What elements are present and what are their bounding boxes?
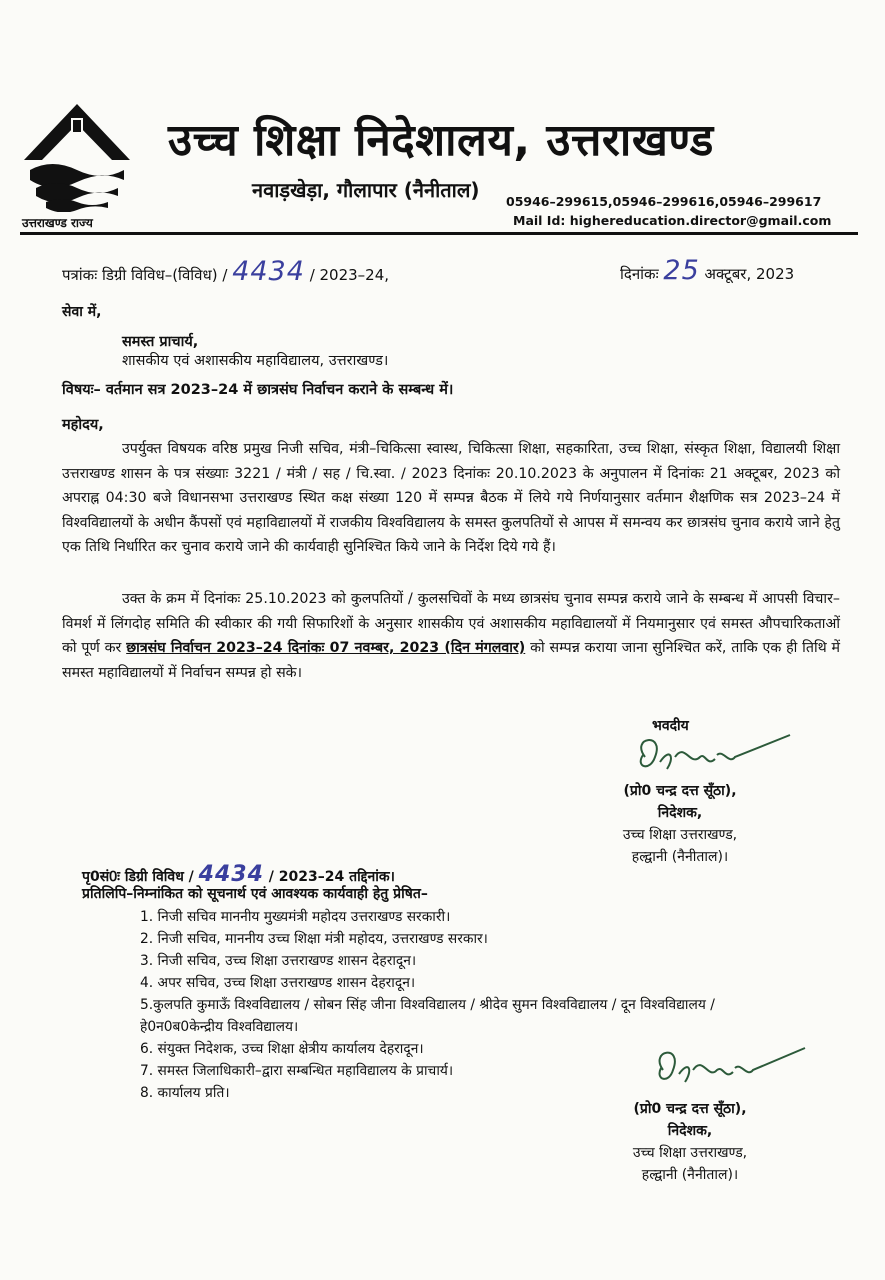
signatory-place: हल्द्वानी (नैनीताल)। bbox=[631, 849, 729, 865]
subject-line: विषयः– वर्तमान सत्र 2023–24 में छात्रसंघ निर्वाचन कराने के सम्बन्ध में। bbox=[62, 382, 454, 398]
copy-ref-suffix: / 2023–24 तद्दिनांक। bbox=[268, 869, 395, 885]
ref-number: 4434 bbox=[232, 256, 305, 287]
uttarakhand-emblem-icon bbox=[22, 100, 132, 212]
signatory-name: (प्रो0 चन्द्र दत्त सूँठा), bbox=[633, 1101, 747, 1117]
ref-suffix: / 2023–24, bbox=[309, 266, 390, 284]
signatory-designation: निदेशक, bbox=[657, 805, 703, 821]
body-paragraph-2 bbox=[62, 587, 840, 685]
date-suffix: अक्टूबर, 2023 bbox=[704, 265, 795, 283]
mail-id: Mail Id: highereducation.director@gmail.com bbox=[513, 213, 832, 228]
list-item: 4. अपर सचिव, उच्च शिक्षा उत्तराखण्ड शासन देहरादून। bbox=[140, 975, 416, 991]
signature-icon bbox=[645, 1040, 810, 1098]
reference-line bbox=[62, 256, 389, 287]
date-prefix: दिनांकः bbox=[620, 265, 659, 283]
list-item: 6. संयुक्त निदेशक, उच्च शिक्षा क्षेत्रीय कार्यालय देहरादून। bbox=[140, 1041, 424, 1057]
phone-numbers: 05946–299615,05946–299616,05946–299617 bbox=[506, 194, 822, 209]
para2-end: को सम्पन्न कराया जाना सुनिश्चित करें, ताकि एक ही तिथि में समस्त महाविद्यालयों में निर्वाचन सम्पन्न हो सके। bbox=[62, 640, 841, 681]
list-item: 8. कार्यालय प्रति। bbox=[140, 1085, 230, 1101]
date-day: 25 bbox=[663, 255, 700, 286]
list-item: 3. निजी सचिव, उच्च शिक्षा उत्तराखण्ड शासन देहरादून। bbox=[140, 953, 417, 969]
signatory-dept: उच्च शिक्षा उत्तराखण्ड, bbox=[622, 827, 738, 843]
list-item: 5.कुलपति कुमाऊँ विश्वविद्यालय / सोबन सिंह जीना विश्वविद्यालय / श्रीदेव सुमन विश्वविद्यालय / दून विश्वविद्यालय / हे0न0ब0केन्द्रीय विश्वविद्यालय। bbox=[140, 997, 715, 1035]
org-address: नवाड़खेड़ा, गौलापार (नैनीताल) bbox=[252, 178, 480, 202]
date-line bbox=[620, 255, 794, 286]
header-divider bbox=[20, 232, 858, 235]
signatory-dept: उच्च शिक्षा उत्तराखण्ड, bbox=[632, 1145, 748, 1161]
body-paragraph-1: उपर्युक्त विषयक वरिष्ठ प्रमुख निजी सचिव, मंत्री–चिकित्सा स्वास्थ, चिकित्सा शिक्षा, सहकारिता, उच्च शिक्षा, संस्कृत शिक्षा, विद्यालयी शिक्षा उत्तराखण्ड शासन के पत्र संख्याः 3221 / मंत्री / सह / चि.स्वा. / 2023 दिनांकः 20.10.2023 के अनुपालन में दिनांकः 21 अक्टूबर, 2023 को अपराह्न 04:30 बजे विधानसभा उत्तराखण्ड स्थित कक्ष संख्या 120 में सम्पन्न बैठक में लिये गये निर्णयानुसार वर्तमान शैक्षणिक सत्र 2023–24 में विश्वविद्यालयों के अधीन कैंपसों एवं महाविद्यालयों में राजकीय विश्वविद्यालय के समस्त कुलपतियों से आपस में समन्वय कर छात्रसंघ चुनाव कराये जाने हेतु एक तिथि निर्धारित कर चुनाव कराये जाने की कार्यवाही सुनिश्चित किये जाने के निर्देश दिये गये हैं। bbox=[62, 441, 840, 555]
ref-prefix: पत्रांकः डिग्री विविध–(विविध) / bbox=[62, 266, 228, 284]
list-item: 7. समस्त जिलाधिकारी–द्वारा सम्बन्धित महाविद्यालय के प्राचार्य। bbox=[140, 1063, 454, 1079]
list-item: 1. निजी सचिव माननीय मुख्यमंत्री महोदय उत्तराखण्ड सरकारी। bbox=[140, 909, 451, 925]
signature-icon bbox=[625, 727, 795, 787]
greeting: महोदय, bbox=[62, 417, 104, 433]
copy-ref-prefix: पृ0सं0ः डिग्री विविध / bbox=[82, 869, 194, 885]
addressee-line1: समस्त प्राचार्य, bbox=[122, 334, 199, 350]
copy-heading: प्रतिलिपि–निम्नांकित को सूचनार्थ एवं आवश्यक कार्यवाही हेतु प्रेषित– bbox=[82, 886, 428, 902]
state-name: उत्तराखण्ड राज्य bbox=[22, 216, 93, 230]
copy-ref-number: 4434 bbox=[198, 862, 264, 887]
list-item: 2. निजी सचिव, माननीय उच्च शिक्षा मंत्री महोदय, उत्तराखण्ड सरकार। bbox=[140, 931, 488, 947]
signatory-designation: निदेशक, bbox=[667, 1123, 713, 1139]
election-date-highlight: छात्रसंघ निर्वाचन 2023–24 दिनांकः 07 नवम्बर, 2023 (दिन मंगलवार) bbox=[126, 640, 526, 656]
signatory-name: (प्रो0 चन्द्र दत्त सूँठा), bbox=[623, 783, 737, 799]
para2-start: उक्त के क्रम में दिनांकः 25.10.2023 को कुलपतियों / कुलसचिवों के मध्य छात्रसंघ चुनाव सम्पन्न कराये जाने के सम्बन्ध में आपसी विचार–विमर्श में लिंगदोह समिति की स्वीकार की गयी सिफारिशों के अनुसार शासकीय एवं अशासकीय महाविद्यालयों में नियमानुसार एवं समस्त औपचारिकताओं को पूर्ण कर bbox=[62, 591, 840, 656]
org-title: उच्च शिक्षा निदेशालय, उत्तराखण्ड bbox=[168, 115, 714, 166]
closing: भवदीय bbox=[652, 718, 689, 734]
salutation-to: सेवा में, bbox=[62, 304, 102, 320]
signatory-place: हल्द्वानी (नैनीताल)। bbox=[641, 1167, 739, 1183]
addressee-line2: शासकीय एवं अशासकीय महाविद्यालय, उत्तराखण्ड। bbox=[122, 353, 389, 369]
signatory-1 bbox=[590, 780, 770, 868]
signatory-2 bbox=[600, 1098, 780, 1186]
